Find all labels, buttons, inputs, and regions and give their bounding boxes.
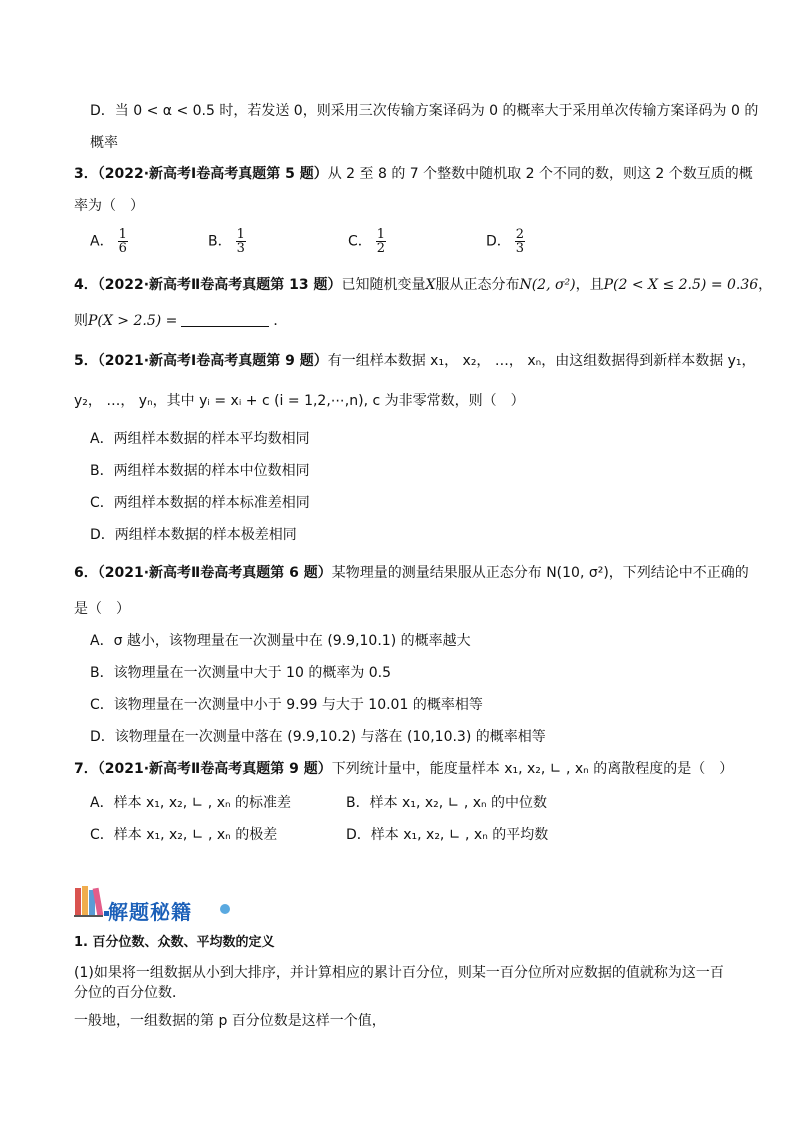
option-label: C． [348, 233, 372, 250]
q5-option-c[interactable]: C．两组样本数据的样本标准差相同 [90, 495, 310, 511]
option-label: A． [90, 233, 114, 250]
answer-blank[interactable] [181, 312, 269, 327]
question-4-line1 [74, 276, 772, 294]
question-text: 从 2 至 8 的 7 个整数中随机取 2 个不同的数，则这 2 个数互质的概 [327, 166, 753, 182]
q3-option-c[interactable] [348, 228, 386, 255]
question-4-line2 [74, 312, 287, 330]
option-label: B． [208, 233, 232, 250]
question-number: 5． [74, 353, 98, 369]
bullet-dot [220, 904, 230, 914]
question-7-line1 [74, 760, 733, 778]
q2-option-d-line1: D．当 0 < α < 0.5 时，若发送 0，则采用三次传输方案译码为 0 的概率大于采用单次传输方案译码为 0 的 [90, 103, 759, 119]
section-para-2: 一般地，一组数据的第 p 百分位数是这样一个值， [74, 1013, 386, 1029]
question-number: 3． [74, 166, 98, 182]
section-heading: 1. 百分位数、众数、平均数的定义 [74, 935, 275, 950]
q7-option-b[interactable]: B．样本 x₁, x₂, ∟ , xₙ 的中位数 [346, 795, 548, 811]
question-6-line2: 是（ ） [74, 601, 130, 617]
question-text: ． [273, 313, 288, 329]
question-source: （2021·新高考Ⅱ卷高考真题第 6 题） [97, 565, 332, 581]
question-3-line2: 率为（ ） [74, 198, 144, 214]
math-dist: N(2, σ²) [519, 277, 576, 293]
question-text: 下列统计量中，能度量样本 x₁, x₂, ∟ , xₙ 的离散程度的是（ ） [331, 761, 734, 777]
q5-option-d[interactable]: D．两组样本数据的样本极差相同 [90, 527, 297, 543]
question-source: （2021·新高考Ⅱ卷高考真题第 9 题） [97, 761, 332, 777]
q6-option-c[interactable]: C．该物理量在一次测量中小于 9.99 与大于 10.01 的概率相等 [90, 697, 483, 713]
q3-option-d[interactable] [486, 228, 525, 255]
fraction: $\frac{1}{6}$ [118, 227, 127, 256]
fraction: $\frac{2}{3}$ [515, 227, 525, 256]
question-source: （2022·新高考Ⅱ卷高考真题第 13 题） [97, 277, 342, 293]
option-label: D． [486, 233, 511, 250]
section-para-1b: 分位的百分位数． [74, 985, 186, 1001]
question-6-line1 [74, 564, 749, 582]
q2-option-d-line2: 概率 [90, 135, 118, 151]
question-source: （2021·新高考Ⅰ卷高考真题第 9 题） [97, 353, 328, 369]
question-text: 则 [74, 313, 88, 329]
question-number: 4． [74, 277, 98, 293]
q5-option-b[interactable]: B．两组样本数据的样本中位数相同 [90, 463, 310, 479]
math-prob: P(X > 2.5) = [88, 313, 178, 329]
fraction: $\frac{1}{2}$ [376, 227, 386, 256]
q6-option-a[interactable]: A．σ 越小，该物理量在一次测量中在 (9.9,10.1) 的概率越大 [90, 633, 471, 649]
q7-option-a[interactable]: A．样本 x₁, x₂, ∟ , xₙ 的标准差 [90, 795, 292, 811]
q3-option-a[interactable] [90, 228, 128, 255]
question-source: （2022·新高考Ⅰ卷高考真题第 5 题） [97, 166, 328, 182]
question-text: ， [758, 277, 773, 293]
math-prob: P(2 < X ≤ 2.5) = 0.36 [603, 277, 759, 293]
fraction: $\frac{1}{3}$ [236, 227, 245, 256]
section-para-1a: (1)如果将一组数据从小到大排序，并计算相应的累计百分位，则某一百分位所对应数据的值就称为这一百 [74, 965, 724, 981]
question-text: 服从正态分布 [435, 277, 520, 293]
question-text: 有一组样本数据 x₁， x₂， …， xₙ，由这组数据得到新样本数据 y₁， [327, 353, 756, 369]
question-text: ，且 [575, 277, 604, 293]
question-text: 某物理量的测量结果服从正态分布 N(10, σ²)，下列结论中不正确的 [331, 565, 749, 581]
question-number: 6． [74, 565, 98, 581]
math-var: X [425, 277, 436, 293]
section-title: 解题秘籍 [108, 900, 192, 924]
question-number: 7． [74, 761, 98, 777]
question-3-line1 [74, 165, 753, 183]
q6-option-b[interactable]: B．该物理量在一次测量中大于 10 的概率为 0.5 [90, 665, 392, 681]
question-text: 已知随机变量 [341, 277, 426, 293]
q7-option-d[interactable]: D．样本 x₁, x₂, ∟ , xₙ 的平均数 [346, 827, 549, 843]
q6-option-d[interactable]: D．该物理量在一次测量中落在 (9.9,10.2) 与落在 (10,10.3) 的概率相等 [90, 729, 546, 745]
books-icon [74, 884, 104, 918]
q3-option-b[interactable] [208, 228, 246, 255]
q5-option-a[interactable]: A．两组样本数据的样本平均数相同 [90, 431, 310, 447]
question-5-line2: y₂， …， yₙ，其中 yᵢ = xᵢ + c (i = 1,2,⋯,n), c 为非零常数，则（ ） [74, 393, 525, 409]
question-5-line1 [74, 352, 756, 370]
q7-option-c[interactable]: C．样本 x₁, x₂, ∟ , xₙ 的极差 [90, 827, 278, 843]
